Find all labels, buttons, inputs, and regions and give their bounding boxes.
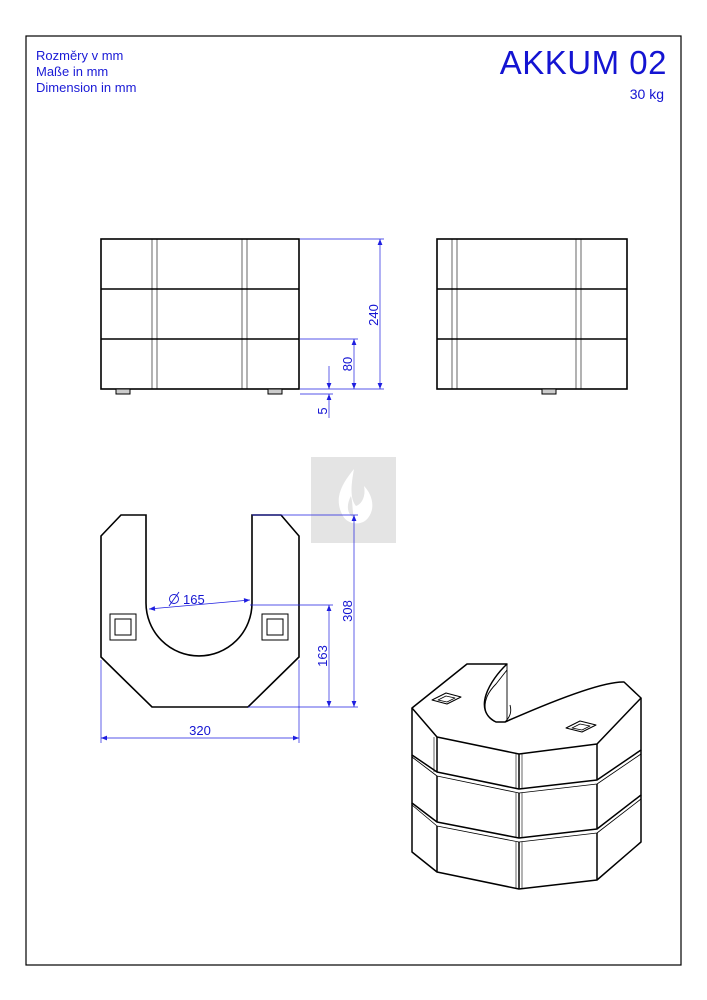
- product-title: AKKUM 02: [499, 44, 667, 81]
- front-view: [101, 239, 299, 394]
- diameter-symbol: [169, 592, 179, 606]
- top-view: [101, 515, 299, 707]
- dim-depth-front: 163: [315, 645, 330, 667]
- units-note-en: Dimension in mm: [36, 80, 137, 95]
- dim-depth-total: 308: [340, 600, 355, 622]
- dim-height-total: 240: [366, 304, 381, 326]
- dim-width: 320: [189, 723, 211, 738]
- top-view-handle-left: [110, 614, 136, 640]
- height-dimensions: [300, 239, 384, 418]
- top-view-handle-right: [262, 614, 288, 640]
- units-note-de: Maße in mm: [36, 64, 109, 79]
- side-view-feet: [542, 389, 556, 394]
- side-view: [437, 239, 627, 394]
- isometric-view: [412, 664, 641, 889]
- plan-dimensions: [101, 515, 358, 743]
- dim-diameter: 165: [183, 592, 205, 607]
- dim-foot: 5: [315, 407, 330, 415]
- product-weight: 30 kg: [629, 86, 664, 102]
- units-note-cz: Rozměry v mm: [36, 48, 124, 63]
- brand-logo: [311, 457, 396, 543]
- dim-height-block: 80: [340, 356, 355, 372]
